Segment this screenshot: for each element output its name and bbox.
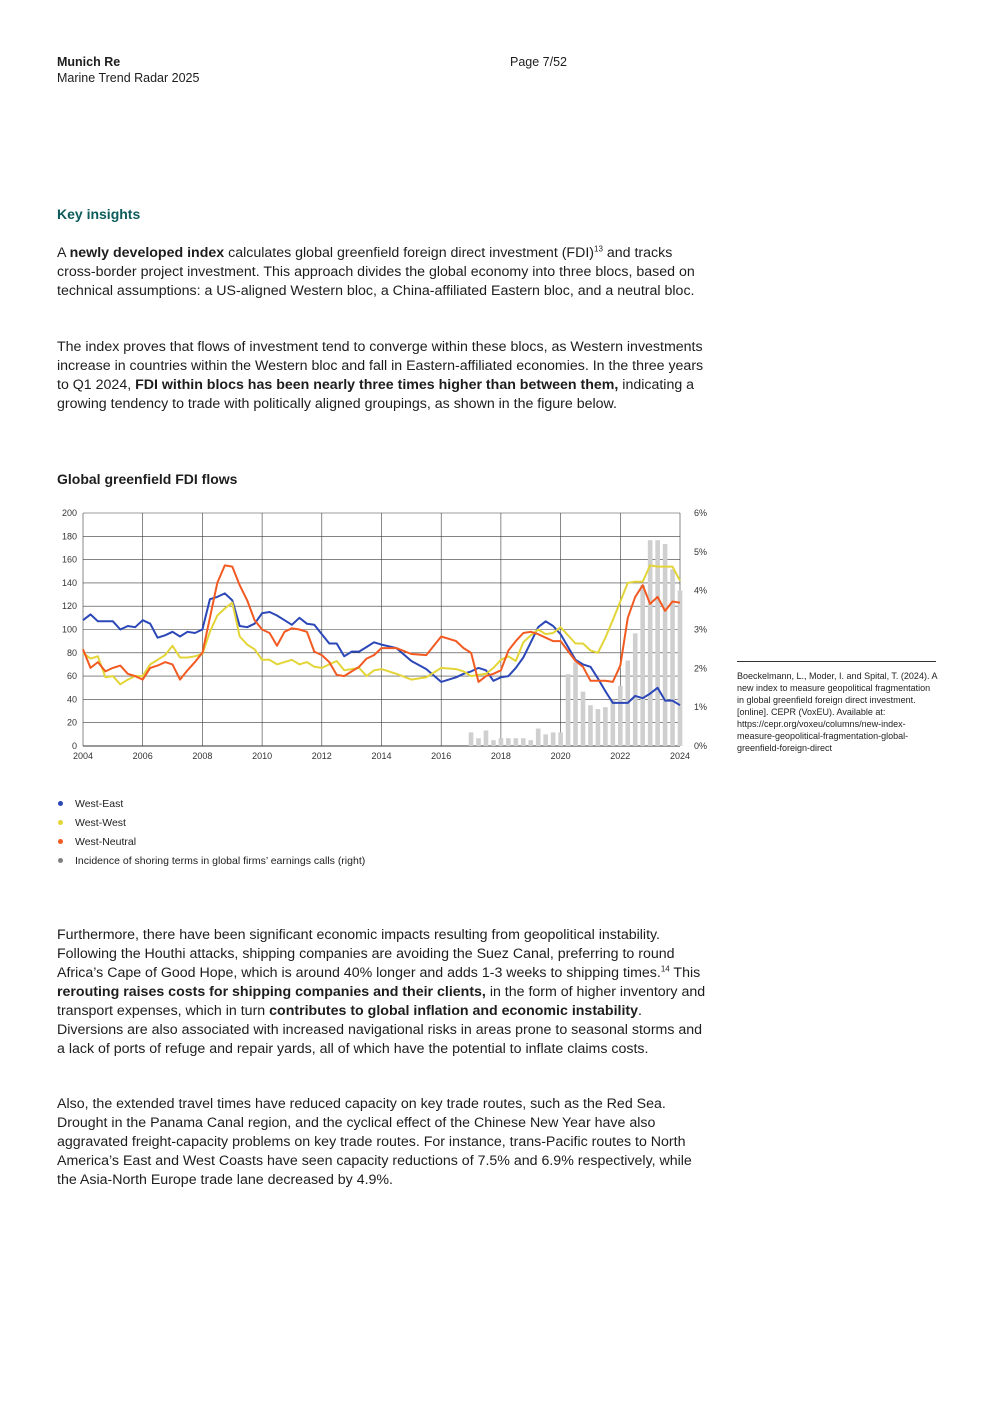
- y-tick-label: 120: [61, 601, 77, 612]
- legend-item-west-east: [57, 794, 365, 813]
- legend-item-west-west: [57, 813, 365, 832]
- shoring-bar: [596, 709, 601, 746]
- legend-item-west-neutral: [57, 832, 365, 851]
- paragraph-index: The index proves that flows of investment tend to converge within these blocs, as Western investments increase in countries within the Western bloc and fall in Eastern-affiliated economies. In the three years to Q1 2024, FDI within blocs has been nearly three times higher than between them, indicating a growing tendency to trade with politically aligned groupings, as shown in the figure below.: [57, 339, 704, 412]
- shoring-bar: [514, 738, 519, 746]
- x-tick-label: 2006: [132, 751, 153, 761]
- legend-marker: [58, 858, 63, 863]
- paragraph-intro: A newly developed index calculates global greenfield foreign direct investment (FDI)$^{13}$ and tracks cross-border project investment. This approach divides the global economy into three blocs, based on technical assumptions: a US-aligned Western bloc, a China-affiliated Eastern bloc, and a neutral bloc.: [57, 244, 695, 299]
- y-right-tick-label: 6%: [694, 508, 708, 518]
- y-tick-label: 180: [61, 531, 77, 542]
- y-tick-label: 0: [71, 741, 77, 751]
- x-tick-label: 2016: [431, 751, 452, 761]
- legend-label: West-Neutral: [75, 835, 137, 848]
- shoring-bar: [543, 734, 548, 746]
- shoring-bar: [611, 699, 616, 746]
- footnote-divider: [737, 661, 936, 662]
- shoring-bar: [558, 732, 563, 746]
- section-heading: Key insights: [57, 206, 141, 222]
- x-tick-label: 2022: [610, 751, 631, 761]
- legend-label: West-East: [75, 797, 124, 810]
- shoring-bar: [581, 692, 586, 746]
- y-tick-label: 40: [66, 694, 77, 705]
- x-tick-label: 2010: [252, 751, 273, 761]
- header-subtitle: Marine Trend Radar 2025: [57, 71, 200, 85]
- x-tick-label: 2020: [550, 751, 571, 761]
- legend-marker: [58, 839, 63, 844]
- y-tick-label: 100: [61, 624, 77, 635]
- shoring-bar: [551, 732, 556, 746]
- legend-marker: [58, 801, 63, 806]
- shoring-bar: [663, 544, 668, 746]
- shoring-bar: [476, 738, 481, 746]
- y-right-tick-label: 5%: [694, 546, 708, 557]
- shoring-bar: [588, 705, 593, 746]
- legend-label: West-West: [75, 816, 126, 829]
- x-tick-label: 2018: [490, 751, 511, 761]
- shoring-bar: [536, 729, 541, 746]
- y-tick-label: 20: [66, 717, 77, 728]
- y-tick-label: 60: [66, 671, 77, 682]
- x-tick-label: 2024: [669, 751, 691, 761]
- y-right-tick-label: 1%: [694, 702, 708, 713]
- shoring-bar: [573, 663, 578, 746]
- shoring-bar: [499, 738, 504, 746]
- shoring-bar: [633, 633, 638, 746]
- x-tick-label: 2008: [192, 751, 213, 761]
- y-tick-label: 200: [61, 508, 77, 518]
- x-tick-label: 2004: [72, 751, 94, 761]
- footnote-ref: 14: [660, 964, 670, 974]
- shoring-bar: [506, 738, 511, 746]
- shoring-bar: [618, 686, 623, 746]
- legend-marker: [58, 820, 63, 825]
- shoring-bar: [670, 569, 675, 746]
- shoring-bar: [678, 591, 683, 746]
- shoring-bar: [655, 540, 660, 746]
- x-tick-label: 2012: [311, 751, 332, 761]
- paragraph-capacity: Also, the extended travel times have reduced capacity on key trade routes, such as the Red Sea. Drought in the Panama Canal region, and the cyclical effect of the Chinese New Year have also aggravated freight-capacity problems on key trade routes. For instance, trans-Pacific routes to North America’s East and West Coasts have seen capacity reductions of 7.5% and 6.9% respectively, while the Asia-North Europe trade lane decreased by 4.9%.: [57, 1096, 692, 1188]
- y-right-tick-label: 4%: [694, 585, 708, 596]
- shoring-bar: [491, 740, 496, 746]
- shoring-bar: [484, 730, 489, 746]
- y-tick-label: 80: [66, 647, 77, 658]
- y-tick-label: 160: [61, 554, 77, 565]
- shoring-bar: [640, 585, 645, 746]
- chart-legend: [57, 794, 365, 870]
- y-right-tick-label: 3%: [694, 624, 708, 635]
- footnote-text: Boeckelmann, L., Moder, I. and Spital, T. (2024). A new index to measure geopolitical fragmentation in global greenfield foreign direct investment. [online]. CEPR (VoxEU). Available at: https://cepr.org/voxeu/columns/new-index-measure-geopolitical-fragmentation-global-greenfield-foreign-direct: [737, 671, 937, 753]
- legend-label: Incidence of shoring terms in global firms’ earnings calls (right): [75, 854, 366, 867]
- shoring-bar: [521, 738, 526, 746]
- header-brand: Munich Re: [57, 55, 121, 69]
- footnote-ref: 13: [594, 244, 603, 254]
- y-right-tick-label: 2%: [694, 663, 708, 674]
- page-number: Page 7/52: [510, 55, 567, 69]
- shoring-bar: [603, 707, 608, 746]
- legend-item-shoring: [57, 851, 365, 870]
- shoring-bar: [566, 674, 571, 746]
- chart-title: Global greenfield FDI flows: [57, 471, 238, 487]
- x-tick-label: 2014: [371, 751, 392, 761]
- y-tick-label: 140: [61, 577, 77, 588]
- y-right-tick-label: 0%: [694, 741, 708, 751]
- fdi-line-chart: [57, 500, 717, 772]
- shoring-bar: [469, 732, 474, 746]
- shoring-bar: [528, 740, 533, 746]
- paragraph-impacts: Furthermore, there have been significant economic impacts resulting from geopolitical instability. Following the Houthi attacks, shipping companies are avoiding the Suez Canal, preferring to round Africa’s Cape of Good Hope, which is around 40% longer and adds 1-3 weeks to shipping times.$^{14}$ This rerouting raises costs for shipping companies and their clients, in the form of higher inventory and transport expenses, which in turn contributes to global inflation and economic instability. Diversions are also associated with increased navigational risks in areas prone to seasonal storms and a lack of ports of refuge and repair yards, all of which have the potential to inflate claims costs.: [57, 927, 706, 1057]
